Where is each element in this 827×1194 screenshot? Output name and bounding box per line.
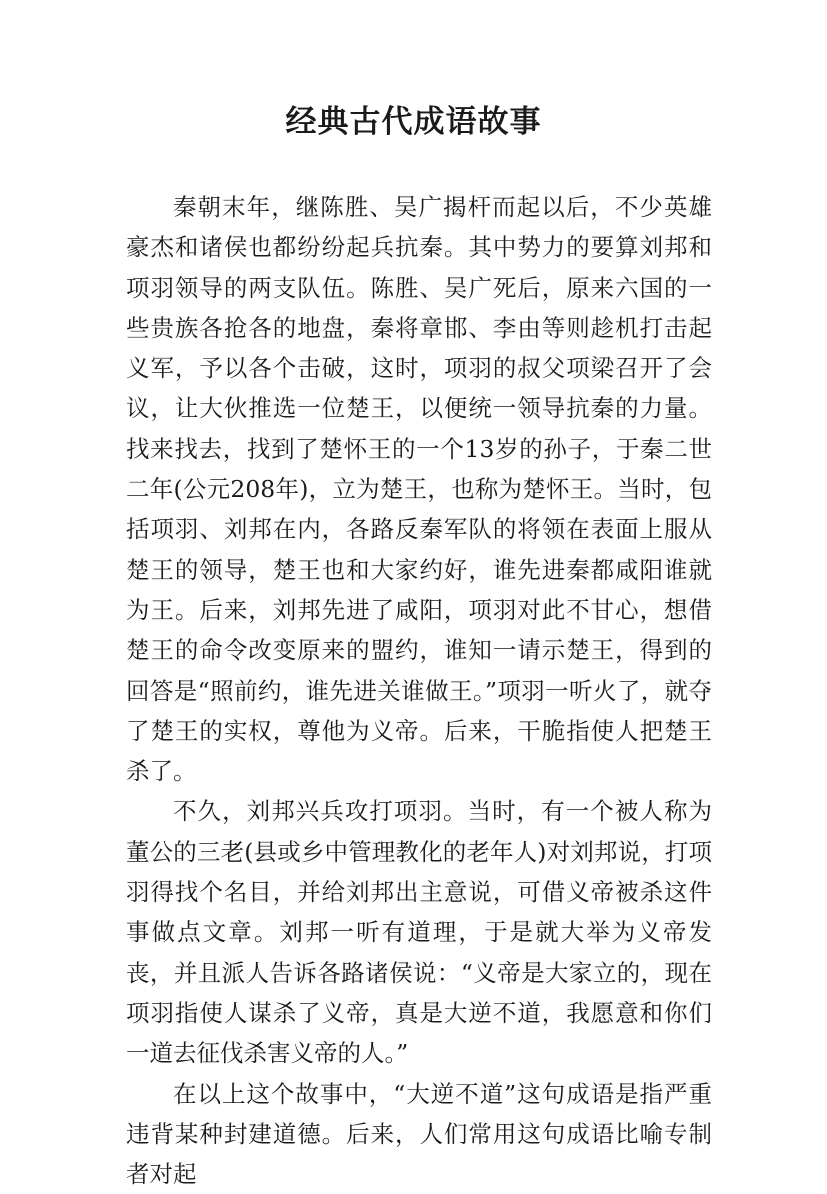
paragraph-3: 在以上这个故事中，“大逆不道”这句成语是指严重违背某种封建道德。后来，人们常用这句成语比喻专制者对起 — [126, 1079, 712, 1189]
paragraph-2: 不久，刘邦兴兵攻打项羽。当时，有一个被人称为董公的三老(县或乡中管理教化的老年人)对刘邦说，打项羽得找个名目，并给刘邦出主意说，可借义帝被杀这件事做点文章。刘邦一听有道理，于是就大举为义帝发丧，并且派人告诉各路诸侯说：“义帝是大家立的，现在项羽指使人谋杀了义帝，真是大逆不道，我愿意和你们一道去征伐杀害义帝的人。” — [126, 797, 712, 1068]
document-body — [126, 187, 712, 1194]
document-title: 经典古代成语故事 — [285, 104, 542, 140]
paragraph-1: 秦朝末年，继陈胜、吴广揭杆而起以后，不少英雄豪杰和诸侯也都纷纷起兵抗秦。其中势力的要算刘邦和项羽领导的两支队伍。陈胜、吴广死后，原来六国的一些贵族各抢各的地盘，秦将章邯、李由等则趁机打击起义军，予以各个击破，这时，项羽的叔父项梁召开了会议，让大伙推选一位楚王，以便统一领导抗秦的力量。找来找去，找到了楚怀王的一个13岁的孙子，于秦二世二年(公元208年)，立为楚王，也称为楚怀王。当时，包括项羽、刘邦在内，各路反秦军队的将领在表面上服从楚王的领导，楚王也和大家约好，谁先进秦都咸阳谁就为王。后来，刘邦先进了咸阳，项羽对此不甘心，想借楚王的命令改变原来的盟约，谁知一请示楚王，得到的回答是“照前约，谁先进关谁做王。”项羽一听火了，就夺了楚王的实权，尊他为义帝。后来，干脆指使人把楚王杀了。 — [126, 193, 712, 786]
